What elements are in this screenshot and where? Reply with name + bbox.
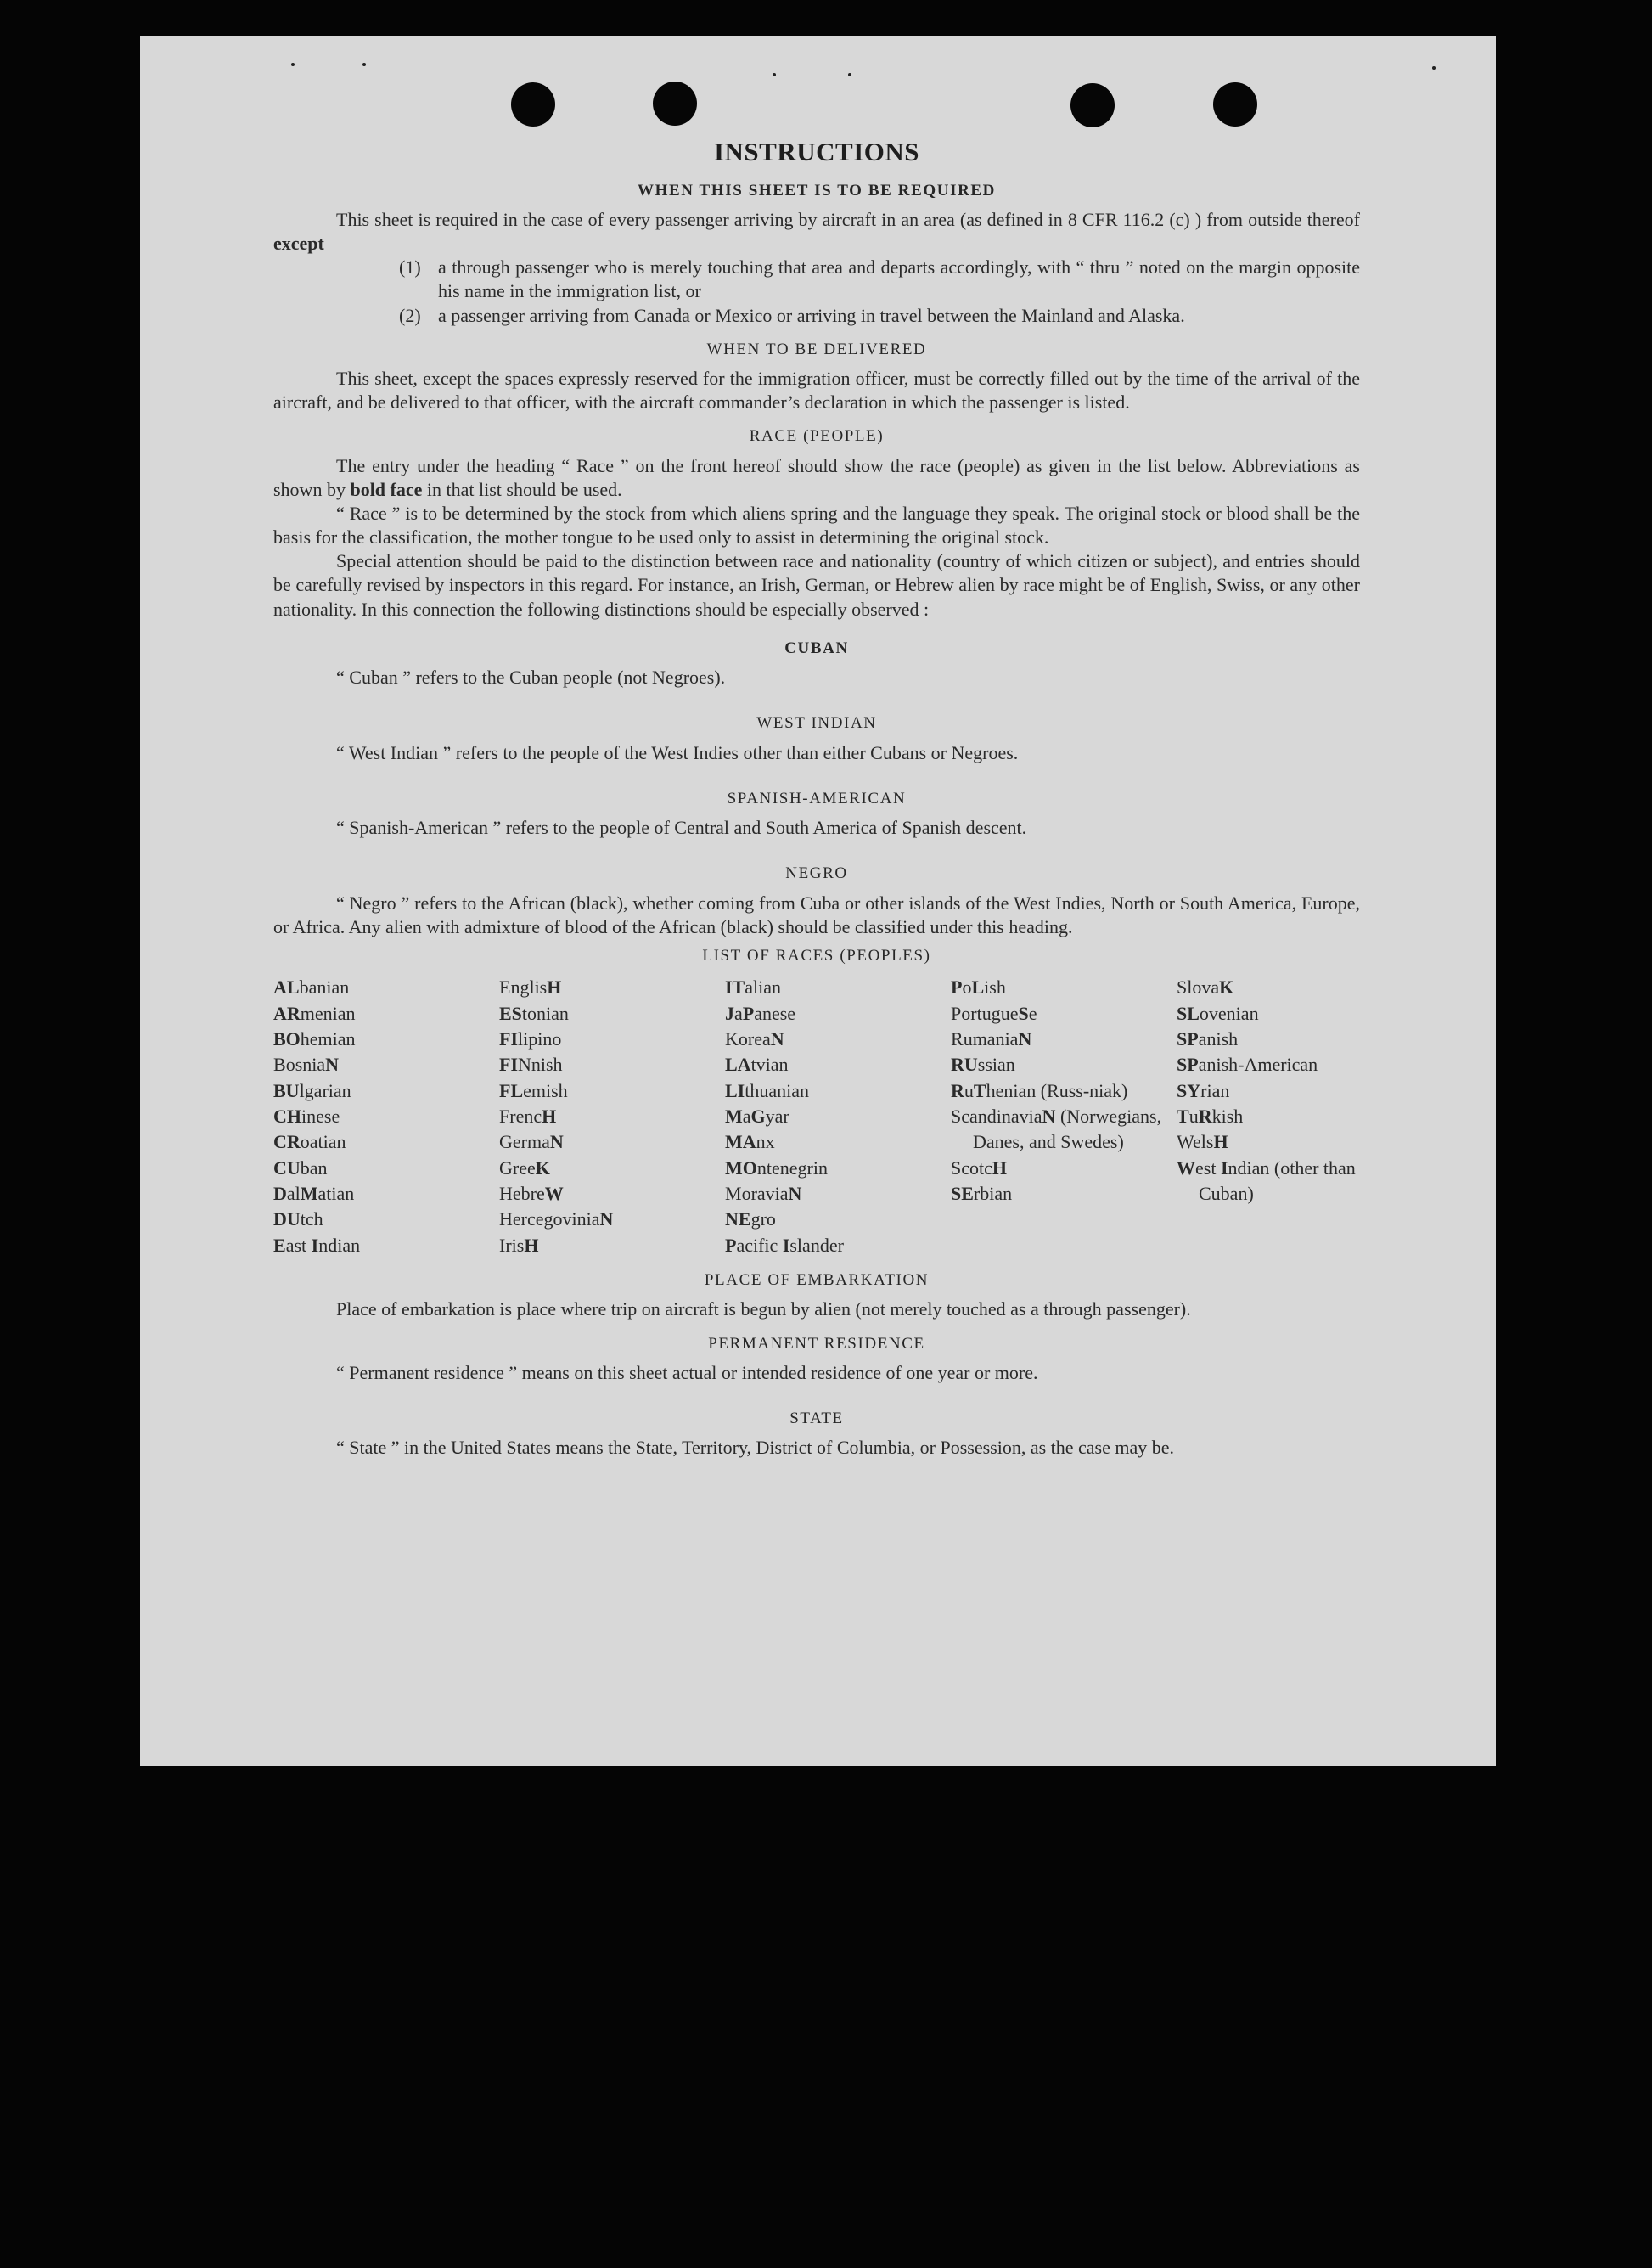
race-entry: ALbanian [273, 976, 350, 999]
paragraph-race-3: Special attention should be paid to the distinction between race and nationality (country of which citizen or subject), and entries should be carefully revised by inspectors in this regard. For instance, an Irish, German, or Hebrew alien by race might be of English, Swiss, or any other nationality. In this connection the following distinctions should be especially observed : [273, 550, 1360, 620]
race-entry: Pacific Islander [725, 1234, 844, 1256]
paragraph-state: “ State ” in the United States means the State, Territory, District of Columbia, or Possession, as the case may be. [336, 1437, 1175, 1459]
heading-when-required: WHEN THIS SHEET IS TO BE REQUIRED [637, 181, 997, 200]
race-entry: BUlgarian [273, 1079, 351, 1101]
races-column [951, 975, 1177, 1258]
race-entry: LAtvian [725, 1054, 789, 1076]
paragraph-residence: “ Permanent residence ” means on this sheet actual or intended residence of one year or more. [336, 1361, 1038, 1383]
race-entry: NEgro [725, 1208, 776, 1230]
punch-hole [1213, 82, 1257, 127]
punch-hole [653, 82, 697, 126]
race-entry: ScandinaviaN (Norwegians, Danes, and Swedes) [951, 1105, 1162, 1153]
race-entry: RUssian [951, 1054, 1015, 1076]
race-entry: FIlipino [499, 1027, 562, 1050]
page-title: INSTRUCTIONS [713, 137, 919, 166]
race-entry: CRoatian [273, 1131, 346, 1153]
race-entry: BosniaN [273, 1054, 340, 1076]
paragraph-cuban: “ Cuban ” refers to the Cuban people (not Negroes). [336, 667, 726, 689]
instructions-content [273, 135, 1360, 1460]
race-entry: ITalian [725, 976, 782, 999]
race-entry: EStonian [499, 1002, 569, 1024]
heading-when-delivered: WHEN TO BE DELIVERED [706, 340, 927, 358]
race-entry: KoreaN [725, 1027, 784, 1050]
race-entry: HercegoviniaN [499, 1208, 614, 1230]
race-entry: DalMatian [273, 1183, 355, 1205]
heading-list-of-races: LIST OF RACES (PEOPLES) [702, 946, 931, 965]
race-entry: FrencH [499, 1105, 557, 1127]
document-sheet [140, 36, 1496, 1766]
race-entry: SErbian [951, 1183, 1013, 1205]
race-entry: RuThenian (Russ-niak) [951, 1079, 1128, 1101]
race-entry: RumaniaN [951, 1027, 1032, 1050]
punch-hole [511, 82, 555, 127]
race-entry: GreeK [499, 1157, 550, 1179]
race-entry: DUtch [273, 1208, 323, 1230]
race-entry: GermaN [499, 1131, 564, 1153]
heading-race: RACE (PEOPLE) [749, 427, 885, 446]
race-entry: MOntenegrin [725, 1157, 828, 1179]
heading-spanish-american: SPANISH-AMERICAN [727, 789, 907, 808]
race-entry: ARmenian [273, 1002, 356, 1024]
race-entry: FLemish [499, 1079, 568, 1101]
races-column [1177, 975, 1360, 1258]
paragraph-spanish-american: “ Spanish-American ” refers to the people of Central and South America of Spanish descent. [336, 817, 1027, 839]
paragraph-embarkation: Place of embarkation is place where trip on aircraft is begun by alien (not merely touched as a through passenger). [336, 1298, 1191, 1320]
races-table [273, 975, 1360, 1258]
paragraph-required: This sheet is required in the case of every passenger arriving by aircraft in an area (as defined in 8 CFR 116.2 (c) ) from outside thereof except [273, 208, 1360, 255]
race-entry: WelsH [1177, 1131, 1228, 1153]
race-entry: SPanish [1177, 1027, 1239, 1050]
race-entry: SYrian [1177, 1079, 1230, 1101]
paragraph-race-2: “ Race ” is to be determined by the stock from which aliens spring and the language they speak. The original stock or blood shall be the basis for the classification, the mother tongue to be used only to assist in determining the original stock. [273, 503, 1360, 549]
speck [848, 73, 851, 76]
race-entry: FINnish [499, 1054, 563, 1076]
race-entry: CUban [273, 1157, 328, 1179]
race-entry: PoLish [951, 976, 1006, 999]
race-entry: LIthuanian [725, 1079, 810, 1101]
race-entry: TuRkish [1177, 1105, 1244, 1127]
races-column [499, 975, 725, 1258]
list-item: (1) a through passenger who is merely touching that area and departs accordingly, with “ thru ” noted on the margin opposite his name in the immigration list, or [399, 256, 1360, 302]
punch-hole [1070, 83, 1115, 127]
speck [362, 63, 366, 66]
race-entry: SlovaK [1177, 976, 1234, 999]
race-entry: HebreW [499, 1183, 564, 1205]
heading-west-indian: WEST INDIAN [756, 714, 877, 733]
speck [1432, 66, 1436, 70]
race-entry: MoraviaN [725, 1183, 802, 1205]
paragraph-west-indian: “ West Indian ” refers to the people of the West Indies other than either Cubans or Negroes. [336, 741, 1019, 763]
race-entry: PortugueSe [951, 1002, 1037, 1024]
heading-state: STATE [789, 1410, 844, 1428]
speck [773, 73, 776, 76]
race-entry: EnglisH [499, 976, 562, 999]
heading-place-of-embarkation: PLACE OF EMBARKATION [704, 1271, 930, 1290]
heading-negro: NEGRO [785, 864, 848, 883]
race-entry: East Indian [273, 1234, 361, 1256]
race-entry: IrisH [499, 1234, 539, 1256]
race-entry: ScotcH [951, 1157, 1008, 1179]
race-entry: West Indian (other than Cuban) [1177, 1157, 1356, 1205]
paragraph-negro: “ Negro ” refers to the African (black), whether coming from Cuba or other islands of the West Indies, North or South America, Europe, or Africa. Any alien with admixture of blood of the African (black) should be classified under this heading. [273, 892, 1360, 937]
speck [291, 63, 295, 66]
paragraph-delivered: This sheet, except the spaces expressly reserved for the immigration officer, must be correctly filled out by the time of the arrival of the aircraft, and be delivered to that officer, with the aircraft commander’s declaration in which the passenger is listed. [273, 368, 1360, 414]
paragraph-race-1: The entry under the heading “ Race ” on the front hereof should show the race (people) as given in the list below. Abbreviations as shown by bold face in that list should be used. [273, 454, 1360, 500]
race-entry: CHinese [273, 1105, 340, 1127]
race-entry: MaGyar [725, 1105, 789, 1127]
list-item: (2) a passenger arriving from Canada or Mexico or arriving in travel between the Mainland and Alaska. [399, 304, 1185, 326]
race-entry: SLovenian [1177, 1002, 1259, 1024]
race-entry: JaPanese [725, 1002, 796, 1024]
heading-permanent-residence: PERMANENT RESIDENCE [708, 1334, 925, 1353]
races-column [725, 975, 951, 1258]
heading-cuban: CUBAN [784, 639, 849, 657]
races-column [273, 975, 499, 1258]
race-entry: SPanish-American [1177, 1054, 1318, 1076]
race-entry: MAnx [725, 1131, 775, 1153]
race-entry: BOhemian [273, 1027, 356, 1050]
